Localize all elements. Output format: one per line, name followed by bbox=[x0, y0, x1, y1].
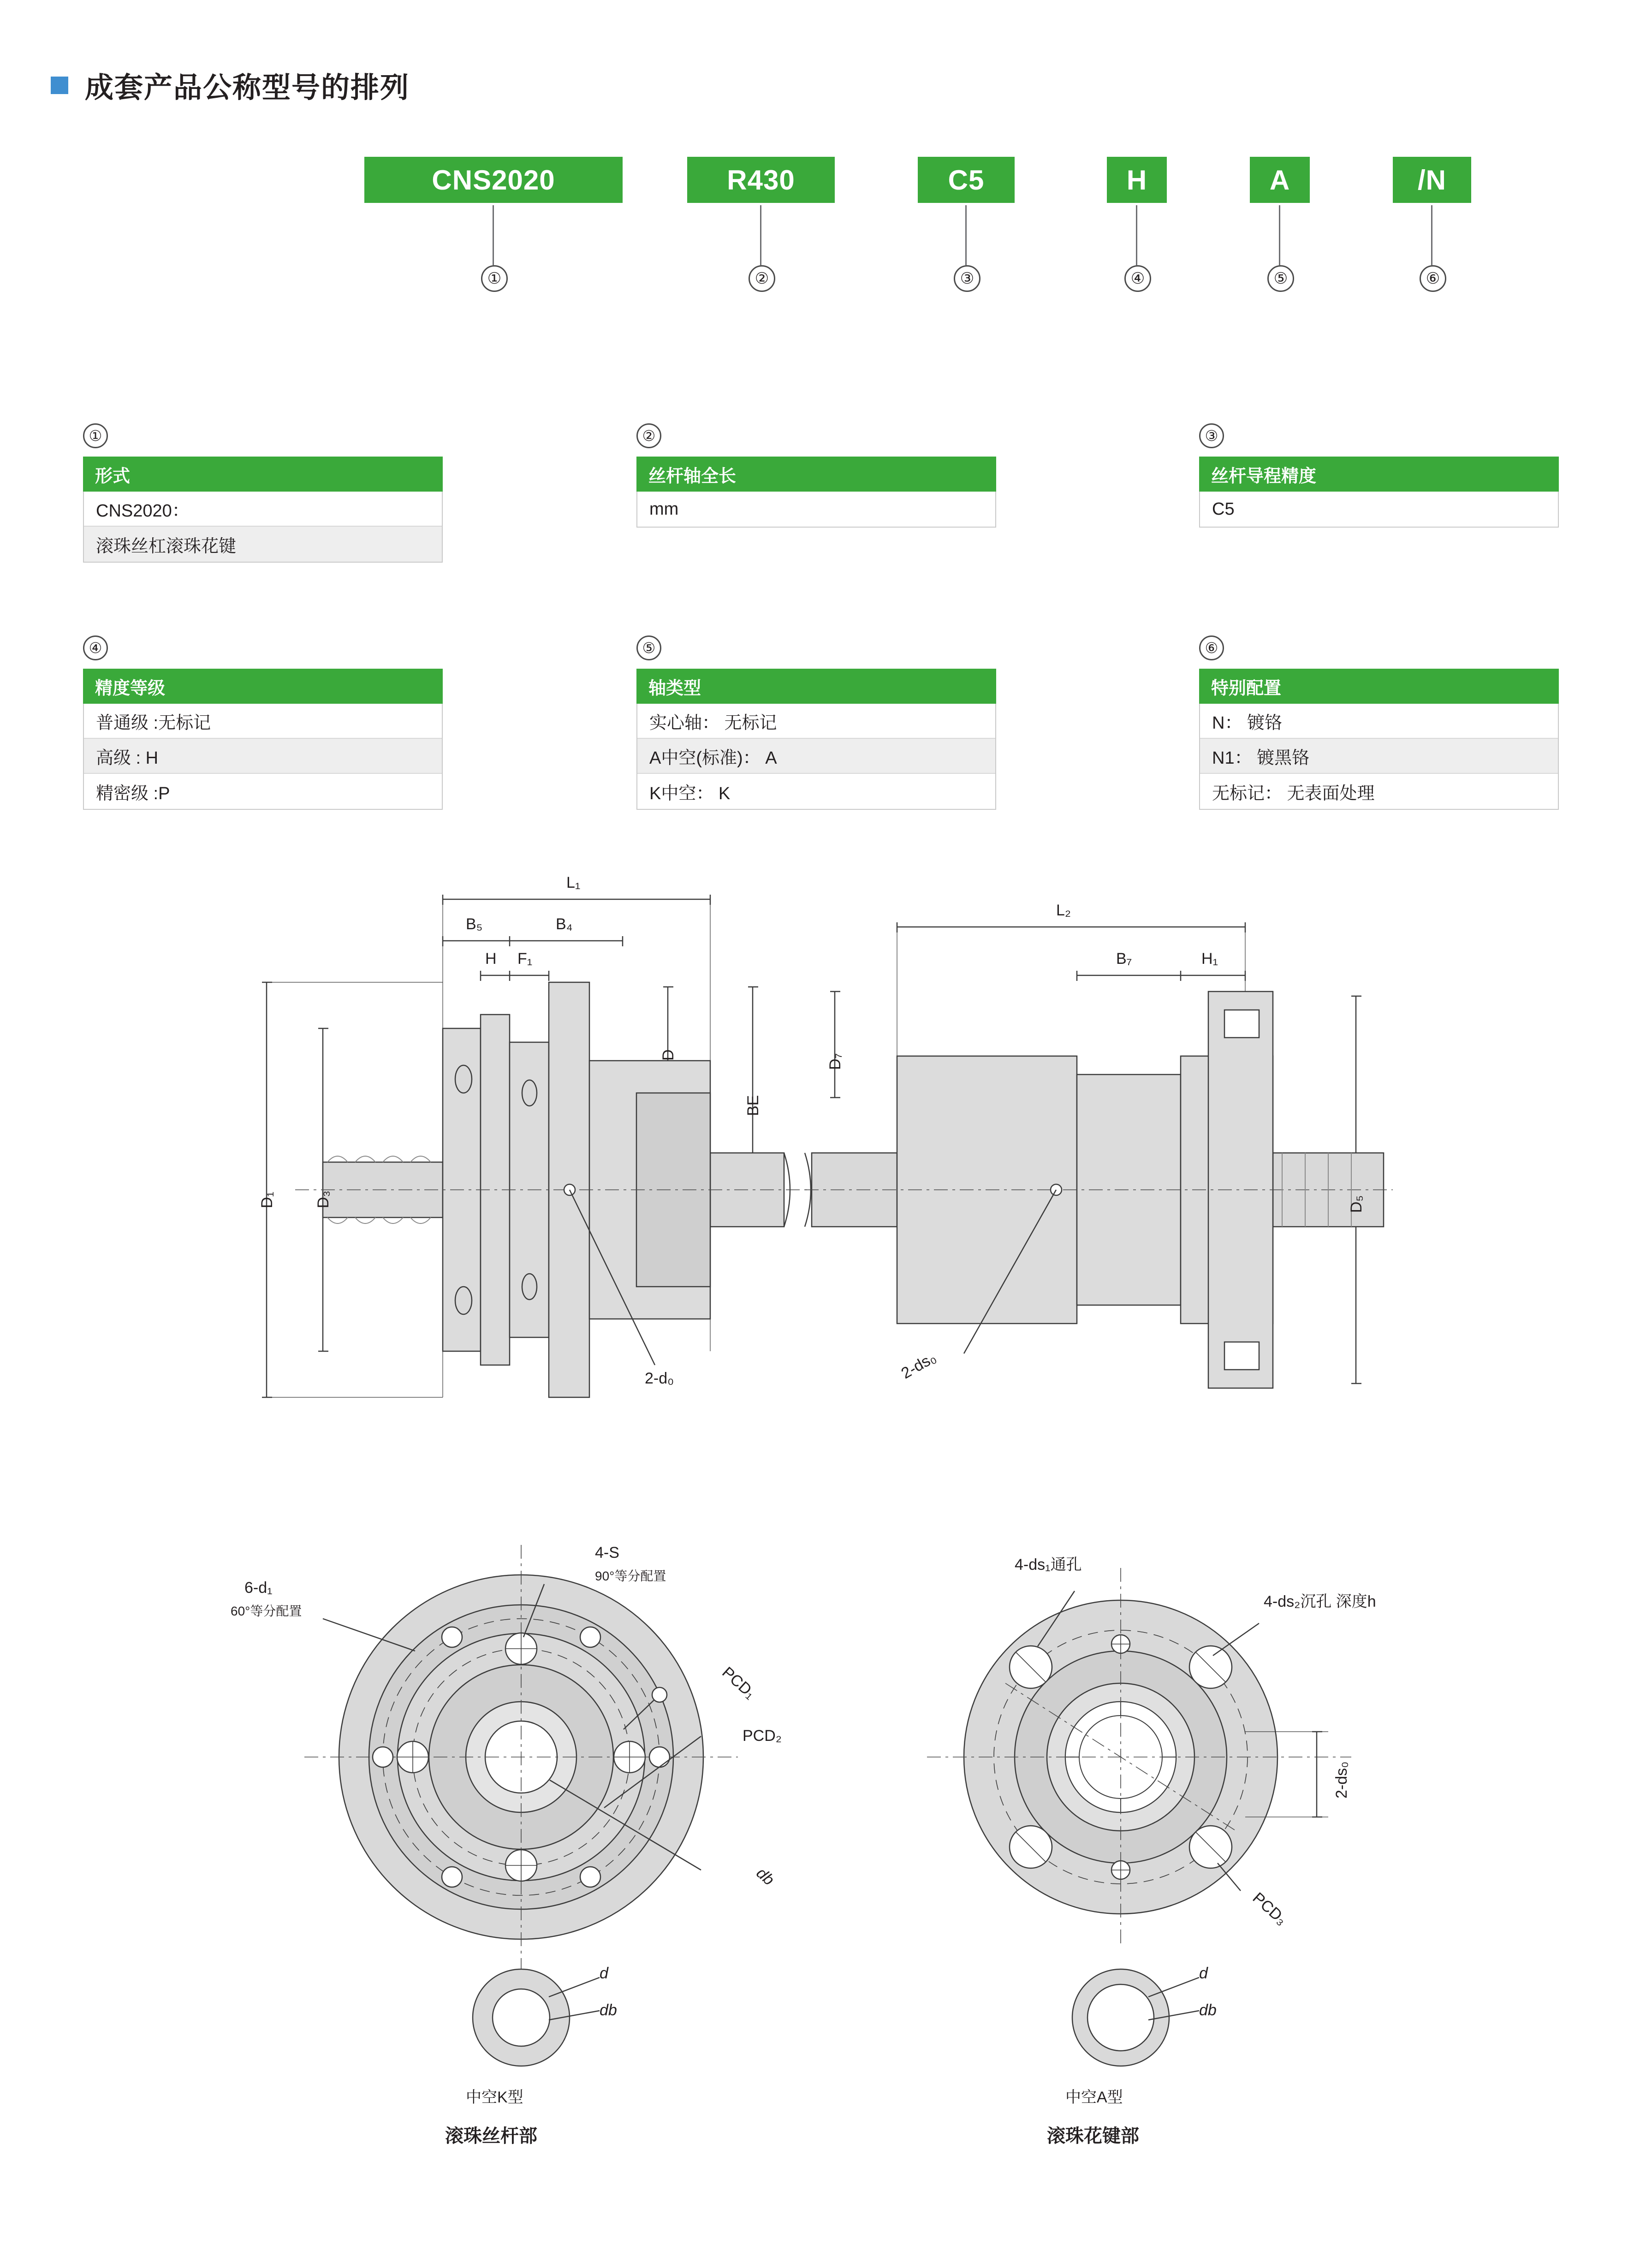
spec-row: K中空： K bbox=[637, 774, 995, 809]
spec-row: 普通级 :无标记 bbox=[84, 704, 442, 739]
technical-drawing bbox=[0, 876, 1640, 2250]
spec-index-1: ① bbox=[83, 423, 108, 448]
code-index-4: ④ bbox=[1124, 265, 1151, 292]
page-title: 成套产品公称型号的排列 bbox=[85, 72, 410, 104]
code-index-1: ① bbox=[481, 265, 508, 292]
dim-label-B4: B₄ bbox=[556, 915, 573, 933]
code-chip-1: CNS2020 bbox=[364, 157, 623, 203]
caption-spline-part: 滚珠花键部 bbox=[1047, 2126, 1139, 2146]
dim-label-D7: D₇ bbox=[826, 1053, 844, 1070]
dim-label-2ds0: 2-ds₀ bbox=[898, 1348, 939, 1383]
code-index-5: ⑤ bbox=[1267, 265, 1294, 292]
label-2ds0-right: 2-ds₀ bbox=[1333, 1761, 1350, 1799]
spec-index-5: ⑤ bbox=[636, 635, 661, 660]
spec-table-3 bbox=[1199, 492, 1559, 528]
spec-row: C5 bbox=[1200, 492, 1558, 527]
spec-row: CNS2020： bbox=[84, 492, 442, 527]
dim-label-D3: D₃ bbox=[315, 1190, 332, 1208]
spec-row: N： 镀铬 bbox=[1200, 704, 1558, 739]
dim-label-B7: B₇ bbox=[1116, 950, 1132, 968]
spec-index-2: ② bbox=[636, 423, 661, 448]
model-code-row bbox=[0, 157, 1640, 287]
spec-block-4 bbox=[83, 640, 443, 810]
code-chip-5: A bbox=[1250, 157, 1310, 203]
spec-block-6 bbox=[1199, 640, 1559, 810]
spec-row: 无标记： 无表面处理 bbox=[1200, 774, 1558, 809]
dim-label-D: D bbox=[660, 1049, 677, 1061]
dim-label-F1: F₁ bbox=[517, 950, 533, 968]
spec-table-1 bbox=[83, 492, 443, 563]
dim-label-D5: D₅ bbox=[1348, 1195, 1365, 1213]
label-pcd2: PCD₂ bbox=[743, 1727, 782, 1745]
code-index-2: ② bbox=[749, 265, 775, 292]
code-leader-4 bbox=[1136, 205, 1137, 265]
spec-block-5 bbox=[636, 640, 996, 810]
label-4s-note: 90°等分配置 bbox=[595, 1569, 666, 1583]
spec-row: 滚珠丝杠滚珠花键 bbox=[84, 527, 442, 562]
code-leader-2 bbox=[760, 205, 761, 265]
side-elevation-drawing bbox=[0, 876, 1640, 1476]
dim-label-H1: H₁ bbox=[1201, 950, 1218, 968]
spec-table-5 bbox=[636, 704, 996, 810]
spec-row: 高级 : H bbox=[84, 739, 442, 774]
label-pcd3: PCD₃ bbox=[1249, 1889, 1290, 1929]
end-views-drawing bbox=[0, 1485, 1640, 2084]
caption-ballscrew-part: 滚珠丝杆部 bbox=[445, 2126, 537, 2146]
section-k-label-d: d bbox=[600, 1965, 608, 1982]
spec-row: 实心轴： 无标记 bbox=[637, 704, 995, 739]
dim-label-L1: L₁ bbox=[566, 874, 581, 891]
label-db: db bbox=[753, 1864, 778, 1889]
spec-header-1: 形式 bbox=[83, 457, 443, 492]
spec-header-2: 丝杆轴全长 bbox=[636, 457, 996, 492]
spec-index-4: ④ bbox=[83, 635, 108, 660]
code-chip-2: R430 bbox=[687, 157, 835, 203]
label-4s: 4-S bbox=[595, 1544, 619, 1561]
dim-label-BE: BE bbox=[744, 1095, 762, 1116]
code-index-3: ③ bbox=[954, 265, 980, 292]
label-pcd1: PCD₁ bbox=[719, 1663, 759, 1703]
section-k-label-db: db bbox=[600, 2001, 617, 2019]
dim-label-2d0: 2-d₀ bbox=[645, 1370, 674, 1387]
label-4ds1: 4-ds₁通孔 bbox=[1015, 1556, 1082, 1573]
spec-table-2 bbox=[636, 492, 996, 528]
spec-header-3: 丝杆导程精度 bbox=[1199, 457, 1559, 492]
spec-row: mm bbox=[637, 492, 995, 527]
code-leader-1 bbox=[493, 205, 494, 265]
spec-header-4: 精度等级 bbox=[83, 669, 443, 704]
section-a-label-db: db bbox=[1199, 2001, 1217, 2019]
section-a-label-d: d bbox=[1199, 1965, 1208, 1982]
label-6d1: 6-d₁ bbox=[244, 1579, 273, 1597]
spec-index-3: ③ bbox=[1199, 423, 1224, 448]
label-4ds2: 4-ds₂沉孔 深度h bbox=[1264, 1593, 1376, 1610]
section-k-caption: 中空K型 bbox=[466, 2089, 523, 2106]
code-chip-3: C5 bbox=[918, 157, 1015, 203]
page-header bbox=[51, 65, 410, 106]
code-leader-3 bbox=[965, 205, 967, 265]
spec-block-2 bbox=[636, 427, 996, 528]
code-chip-4: H bbox=[1107, 157, 1167, 203]
spec-table-6 bbox=[1199, 704, 1559, 810]
code-chip-6: /N bbox=[1393, 157, 1471, 203]
code-index-6: ⑥ bbox=[1420, 265, 1446, 292]
spec-block-1 bbox=[83, 427, 443, 563]
section-a-caption: 中空A型 bbox=[1065, 2089, 1123, 2106]
spec-header-5: 轴类型 bbox=[636, 669, 996, 704]
spec-block-3 bbox=[1199, 427, 1559, 528]
code-leader-6 bbox=[1431, 205, 1432, 265]
spec-header-6: 特别配置 bbox=[1199, 669, 1559, 704]
spec-index-6: ⑥ bbox=[1199, 635, 1224, 660]
dim-label-B5: B₅ bbox=[466, 915, 483, 933]
spec-table-4 bbox=[83, 704, 443, 810]
code-leader-5 bbox=[1279, 205, 1280, 265]
spec-row: N1： 镀黑铬 bbox=[1200, 739, 1558, 774]
label-6d1-note: 60°等分配置 bbox=[231, 1604, 302, 1618]
spec-row: 精密级 :P bbox=[84, 774, 442, 809]
dim-label-D1: D₁ bbox=[258, 1191, 276, 1208]
header-marker-icon bbox=[51, 77, 68, 94]
dim-label-H: H bbox=[485, 950, 497, 968]
spec-row: A中空(标准)： A bbox=[637, 739, 995, 774]
dim-label-L2: L₂ bbox=[1056, 902, 1071, 919]
